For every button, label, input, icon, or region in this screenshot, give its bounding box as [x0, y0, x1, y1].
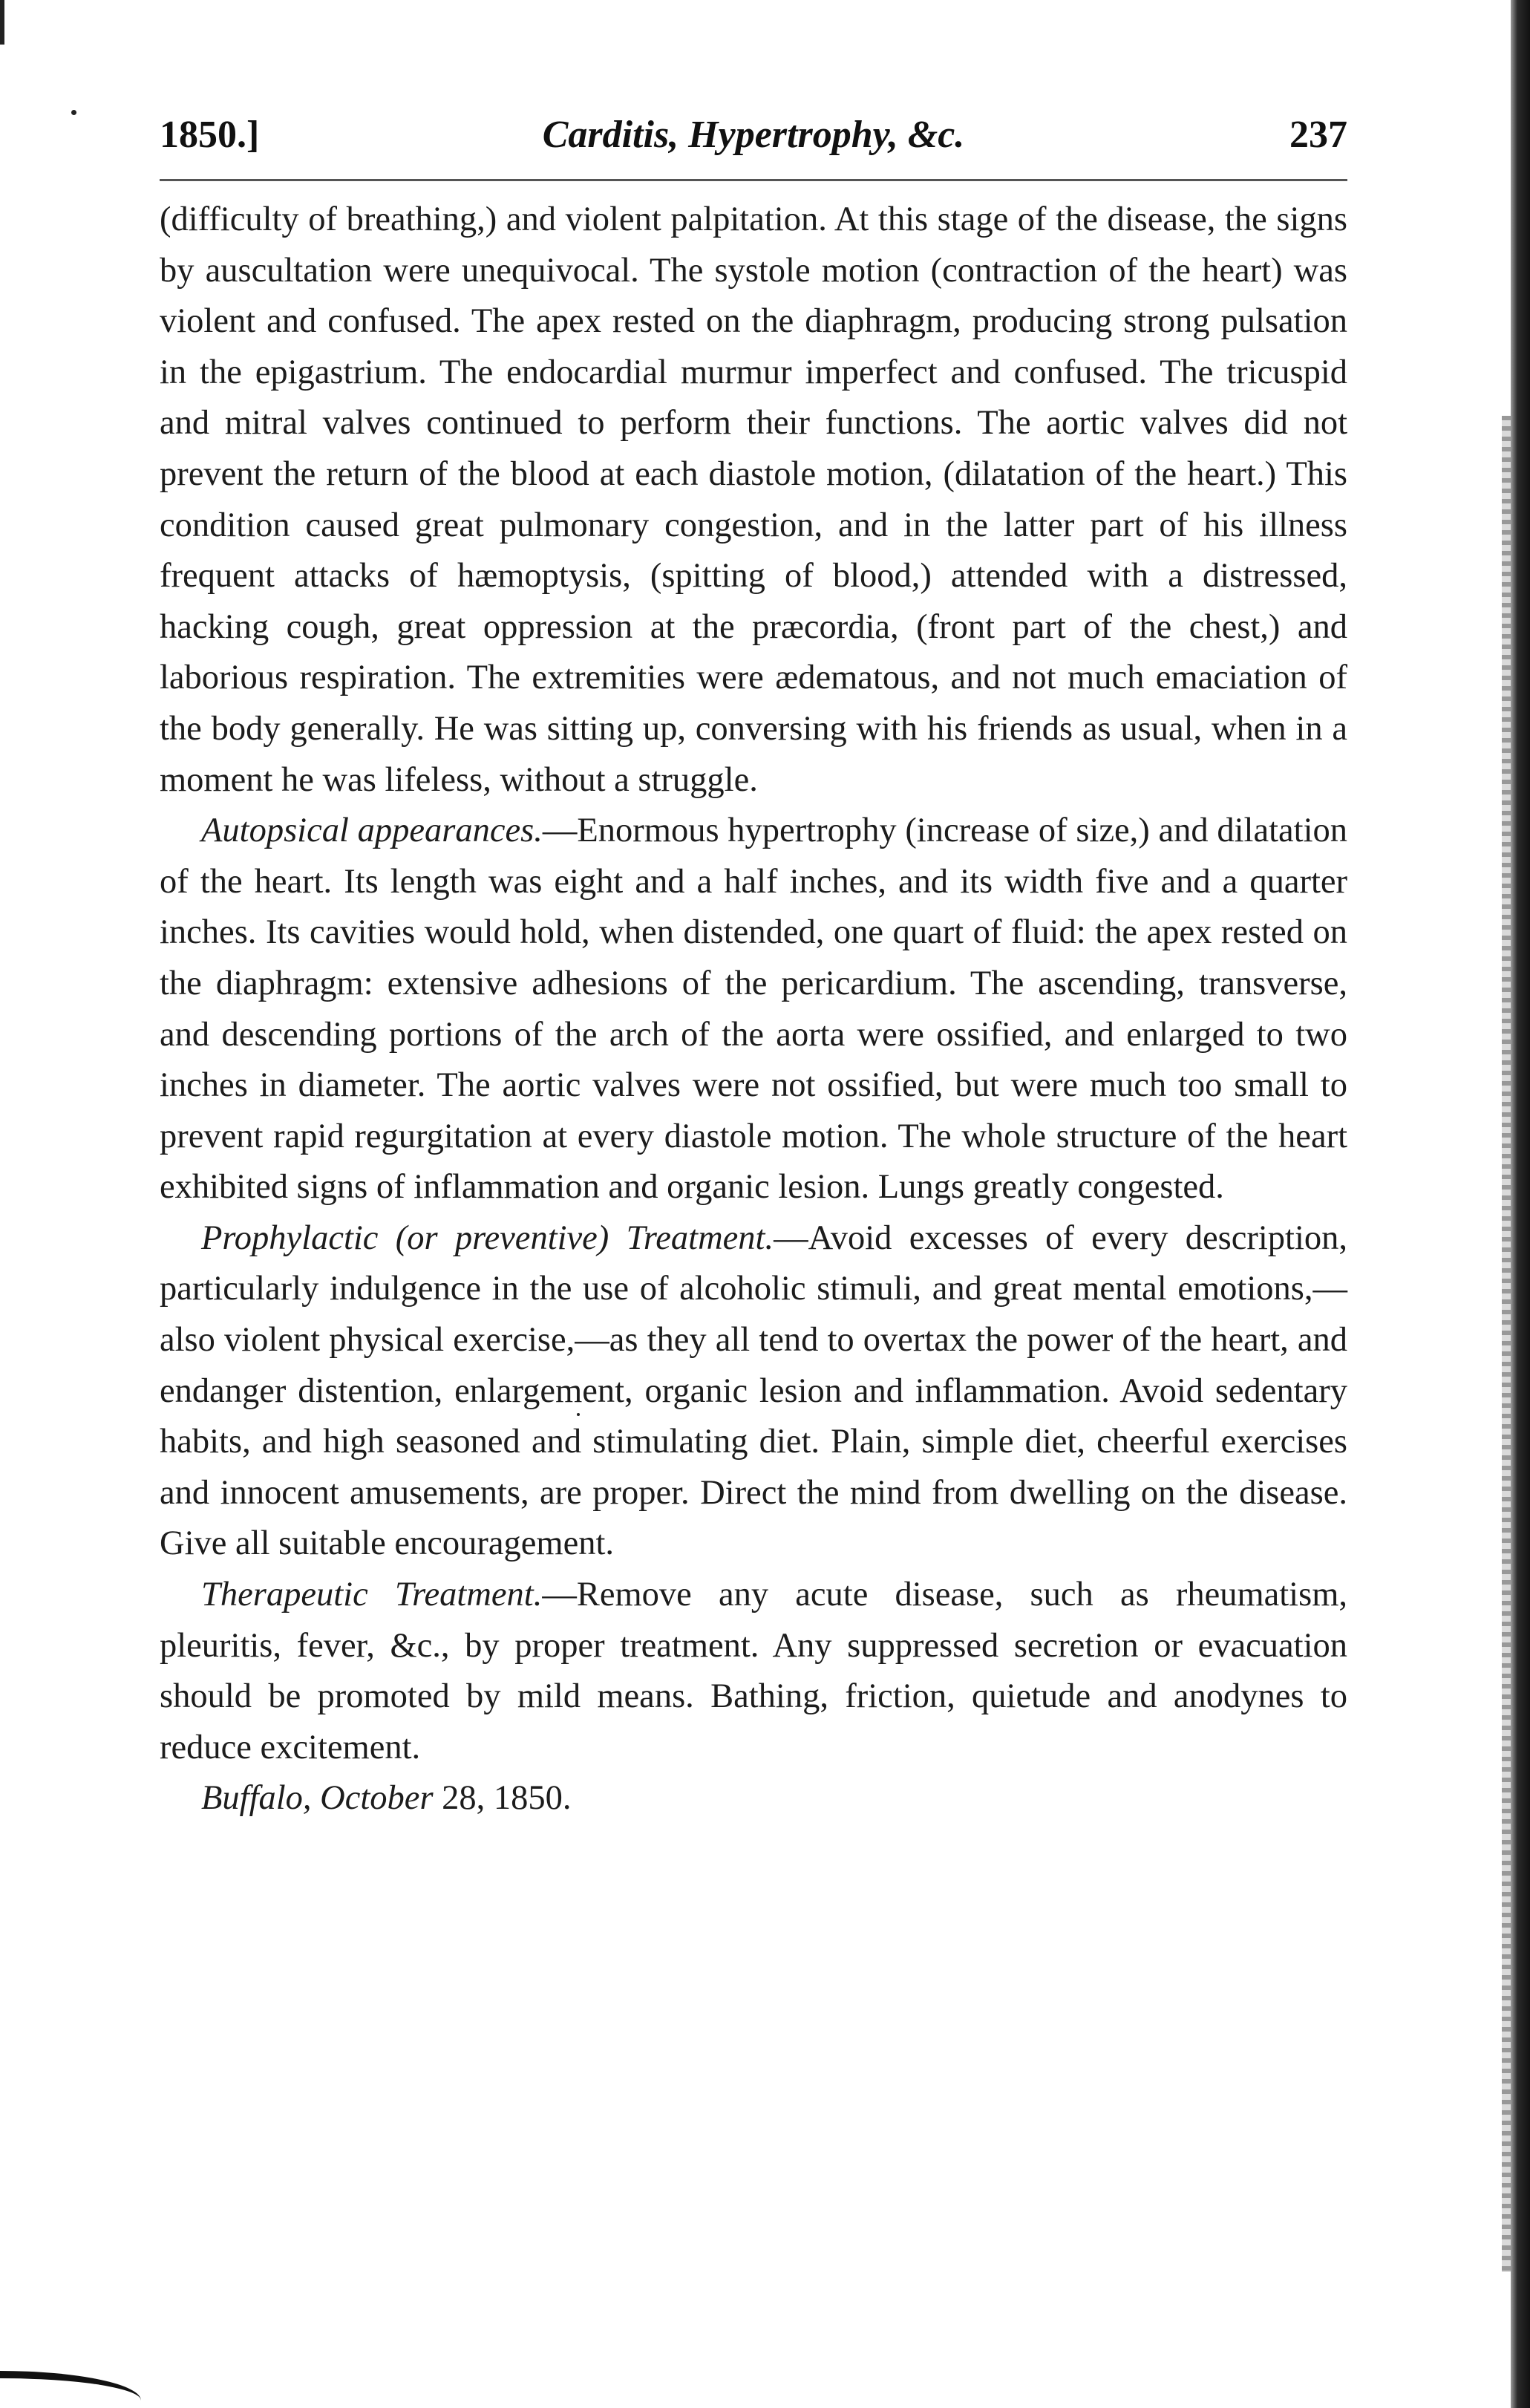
paragraph-therapeutic: [160, 1570, 1347, 1773]
page-curl-shadow: [0, 2371, 141, 2408]
section-lead: Prophylactic (or preventive) Treatment.: [201, 1218, 774, 1257]
paragraph-text: (difficulty of breathing,) and violent palpitation. At this stage of the disease, the signs by auscultation were unequivocal. The systole motion (contraction of the heart) was violent and confused. The apex rested on the diaphragm, producing strong pulsation in the epigastrium. The endocardial murmur imperfect and confused. The tricuspid and mitral valves continued to perform their functions. The aortic valves did not prevent the return of the blood at each diastole motion, (dilatation of the heart.) This condition caused great pulmonary congestion, and in the latter part of his illness frequent attacks of hæmoptysis, (spitting of blood,) attended with a distressed, hacking cough, great oppression at the præcordia, (front part of the chest,) and laborious respiration. The extremities were ædematous, and not much emaciation of the body generally. He was sitting up, conversing with his friends as usual, when in a moment he was lifeless, without a struggle.: [160, 200, 1347, 799]
paragraph-prophylactic: [160, 1213, 1347, 1570]
header-title: Carditis, Hypertrophy, &c.: [542, 114, 965, 156]
scan-edge-mark: [0, 0, 4, 45]
ink-speck: [71, 110, 76, 115]
closing-date: 28, 1850.: [433, 1779, 572, 1818]
header-year: 1850.]: [160, 114, 260, 156]
body-text: [160, 195, 1347, 1824]
section-lead: Therapeutic Treatment.: [201, 1576, 543, 1614]
closing-line: [160, 1773, 1347, 1824]
binding-texture: [1502, 416, 1511, 2272]
paragraph-text: —Avoid excesses of every description, particularly indulgence in the use of alcoholic stimuli, and great mental emotions,—also violent physical exercise,—as they all tend to overtax the power of the heart, and endanger distention, enlargement, organic lesion and inflammation. Avoid sedentary habits, and high seasoned and stimulating diet. Plain, simple diet, cheerful exercises and innocent amusements, are proper. Direct the mind from dwelling on the disease. Give all suitable encouragement.: [160, 1218, 1347, 1563]
paragraph-autopsical: [160, 806, 1347, 1213]
paragraph-text: —Remove any acute disease, such as rheumatism, pleuritis, fever, &c., by proper treatment. Any suppressed secretion or evacuation should be promoted by mild means. Bathing, friction, quietude and anodynes to reduce excitement.: [160, 1576, 1347, 1766]
closing-place: Buffalo, October: [201, 1779, 434, 1818]
section-lead: Autopsical appearances.: [201, 812, 543, 850]
book-binding-edge: [1511, 0, 1530, 2408]
paragraph-case-history: [160, 195, 1347, 806]
running-head: [160, 104, 1347, 171]
paragraph-text: —Enormous hypertrophy (increase of size,) and dilatation of the heart. Its length was eight and a half inches, and its width five and a quarter inches. Its cavities would hold, when distended, one quart of fluid: the apex rested on the diaphragm: extensive adhesions of the pericardium. The ascending, transverse, and descending portions of the arch of the aorta were ossified, and enlarged to two inches in diameter. The aortic valves were not ossified, but were much too small to prevent rapid regurgitation at every diastole motion. The whole structure of the heart exhibited signs of inflammation and organic lesion. Lungs greatly congested.: [160, 812, 1347, 1207]
page-number: 237: [1289, 114, 1347, 156]
header-rule: [160, 179, 1347, 181]
